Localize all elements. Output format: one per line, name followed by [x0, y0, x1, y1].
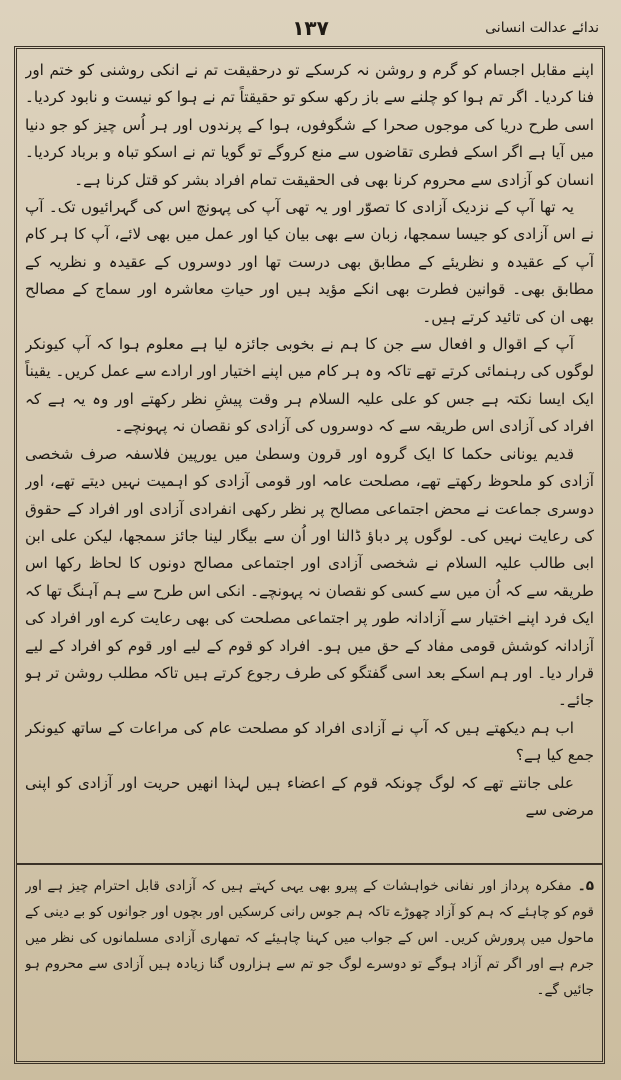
paragraph: یہ تھا آپ کے نزدیک آزادی کا تصوّر اور یہ تھی آپ کی پہونچ اس کی گہرائیوں تک۔ آپ نے اس آزادی کو جیسا سمجھا، زبان سے بھی بیان کیا اور عمل میں بھی لائے، آپ کا ہر کام آپ کے عقیدہ و نظریئے کے مطابق بھی درست تھا اور دوسروں کے عقیدہ و نظریہ کے مطابق بھی۔ قوانین فطرت بھی انکے مؤید ہیں اور حیاتِ معاشرہ اور سماج کے مصالح بھی ان کی تائید کرتے ہیں۔ [25, 198, 594, 326]
paragraph: آپ کے اقوال و افعال سے جن کا ہم نے بخوبی جائزہ لیا ہے معلوم ہوا کہ آپ کیونکر لوگوں کی رہنمائی کرتے تھے تاکہ وہ ہر کام میں اپنے اختیار اور ارادے سے عمل کریں۔ یقیناً ایک ایسا نکتہ ہے جس کو علی علیہ السلام ہر وقت پیشِ نظر رکھتے اور وہ یہ ہے کہ افراد کی آزادی اس طریقہ سے کہ دوسروں کی آزادی کو نقصان نہ پہونچے۔ [25, 335, 594, 436]
paragraph: علی جانتے تھے کہ لوگ چونکہ قوم کے اعضاء ہیں لہذا انھیں حریت اور آزادی کو اپنی مرضی سے [25, 773, 594, 819]
footnote-text: مفکرہ پرداز اور نفانی خواہشات کے پیرو بھی یہی کہتے ہیں کہ آزادی قابل احترام چیز ہے اور قوم کو چاہئے کہ ہم کو آزاد چھوڑے تاکہ ہم جوس رانی کرسکیں اور بچوں اور جوانوں کو بے دینی کے ماحول میں پرورش کریں۔ اس کے جواب میں کہنا چاہیئے کہ تمھاری آزادی مسلمانوں کی نظر میں جرم ہے اور اگر تم آزاد ہوگے تو دوسرے لوگ جو تم سے ہزاروں گنا زیادہ ہیں آزادی سے محروم ہو جائیں گے۔ [25, 878, 594, 998]
page-header [20, 14, 601, 44]
paragraph: قدیم یونانی حکما کا ایک گروہ اور قرون وسطیٰ میں یورپین فلاسفہ صرف شخصی آزادی کو ملحوظ رکھتے تھے، مصلحت عامہ اور قومی آزادی کو اہمیت نہیں دیتے تھے، اور دوسری جماعت نے محض اجتماعی مصالح پر نظر رکھی انفرادی آزادی اور افراد کے حقوق کی رعایت نہیں کی۔ لوگوں پر دباؤ ڈالنا اور اُن سے بیگار لینا جائز سمجھا، لیکن علی ابن ابی طالب علیہ السلام نے شخصی آزادی اور اجتماعی مصالح دونوں کا لحاظ رکھا اس طریقہ سے کہ اُن میں سے کسی کو نقصان نہ پہونچے۔ انکی اس طرح سے ہم آہنگ تھا کہ ایک فرد اپنے اختیار سے آزادانہ طور پر اجتماعی مصلحت کی بھی رعایت کرے اور افراد کی آزادانہ کوشش قومی مفاد کے حق میں ہو۔ افراد کو قوم کے لیے اور قوم کو افراد کے لیے قرار دیا۔ اور ہم اسکے بعد اسی گفتگو کی طرف رجوع کرتے ہیں تاکہ مطلب روشن تر ہو جائے۔ [25, 444, 594, 710]
text-frame [14, 46, 605, 1064]
running-title: ندائے عدالت انسانی [485, 20, 599, 36]
main-text [25, 57, 594, 857]
footnote [25, 873, 594, 1059]
paragraph: اپنے مقابل اجسام کو گرم و روشن نہ کرسکے تو درحقیقت تم نے انکی روشنی کو ختم اور فنا کردیا۔ اگر تم ہوا کو چلنے سے باز رکھ سکو تو حقیقتاً تم نے ہوا کو نیست و نابود کردیا۔ اسی طرح دریا کی موجوں صحرا کے شگوفوں، ہوا کے پرندوں اور ہر اُس چیز کو جو دنیا میں آیا ہے اگر اسکے فطری تقاضوں سے منع کروگے تو گویا تم نے اسکو تباہ و برباد کردیا۔ انسان کو آزادی سے محروم کرنا بھی فی الحقیقت تمام افراد بشر کو قتل کرنا ہے۔ [25, 61, 594, 189]
footnote-marker: ۵۔ [577, 878, 594, 894]
page-number: ۱۳۷ [292, 16, 329, 40]
footnote-divider [17, 863, 602, 865]
paragraph: اب ہم دیکھتے ہیں کہ آپ نے آزادی افراد کو مصلحت عام کی مراعات کے ساتھ کیونکر جمع کیا ہے؟ [25, 718, 594, 765]
